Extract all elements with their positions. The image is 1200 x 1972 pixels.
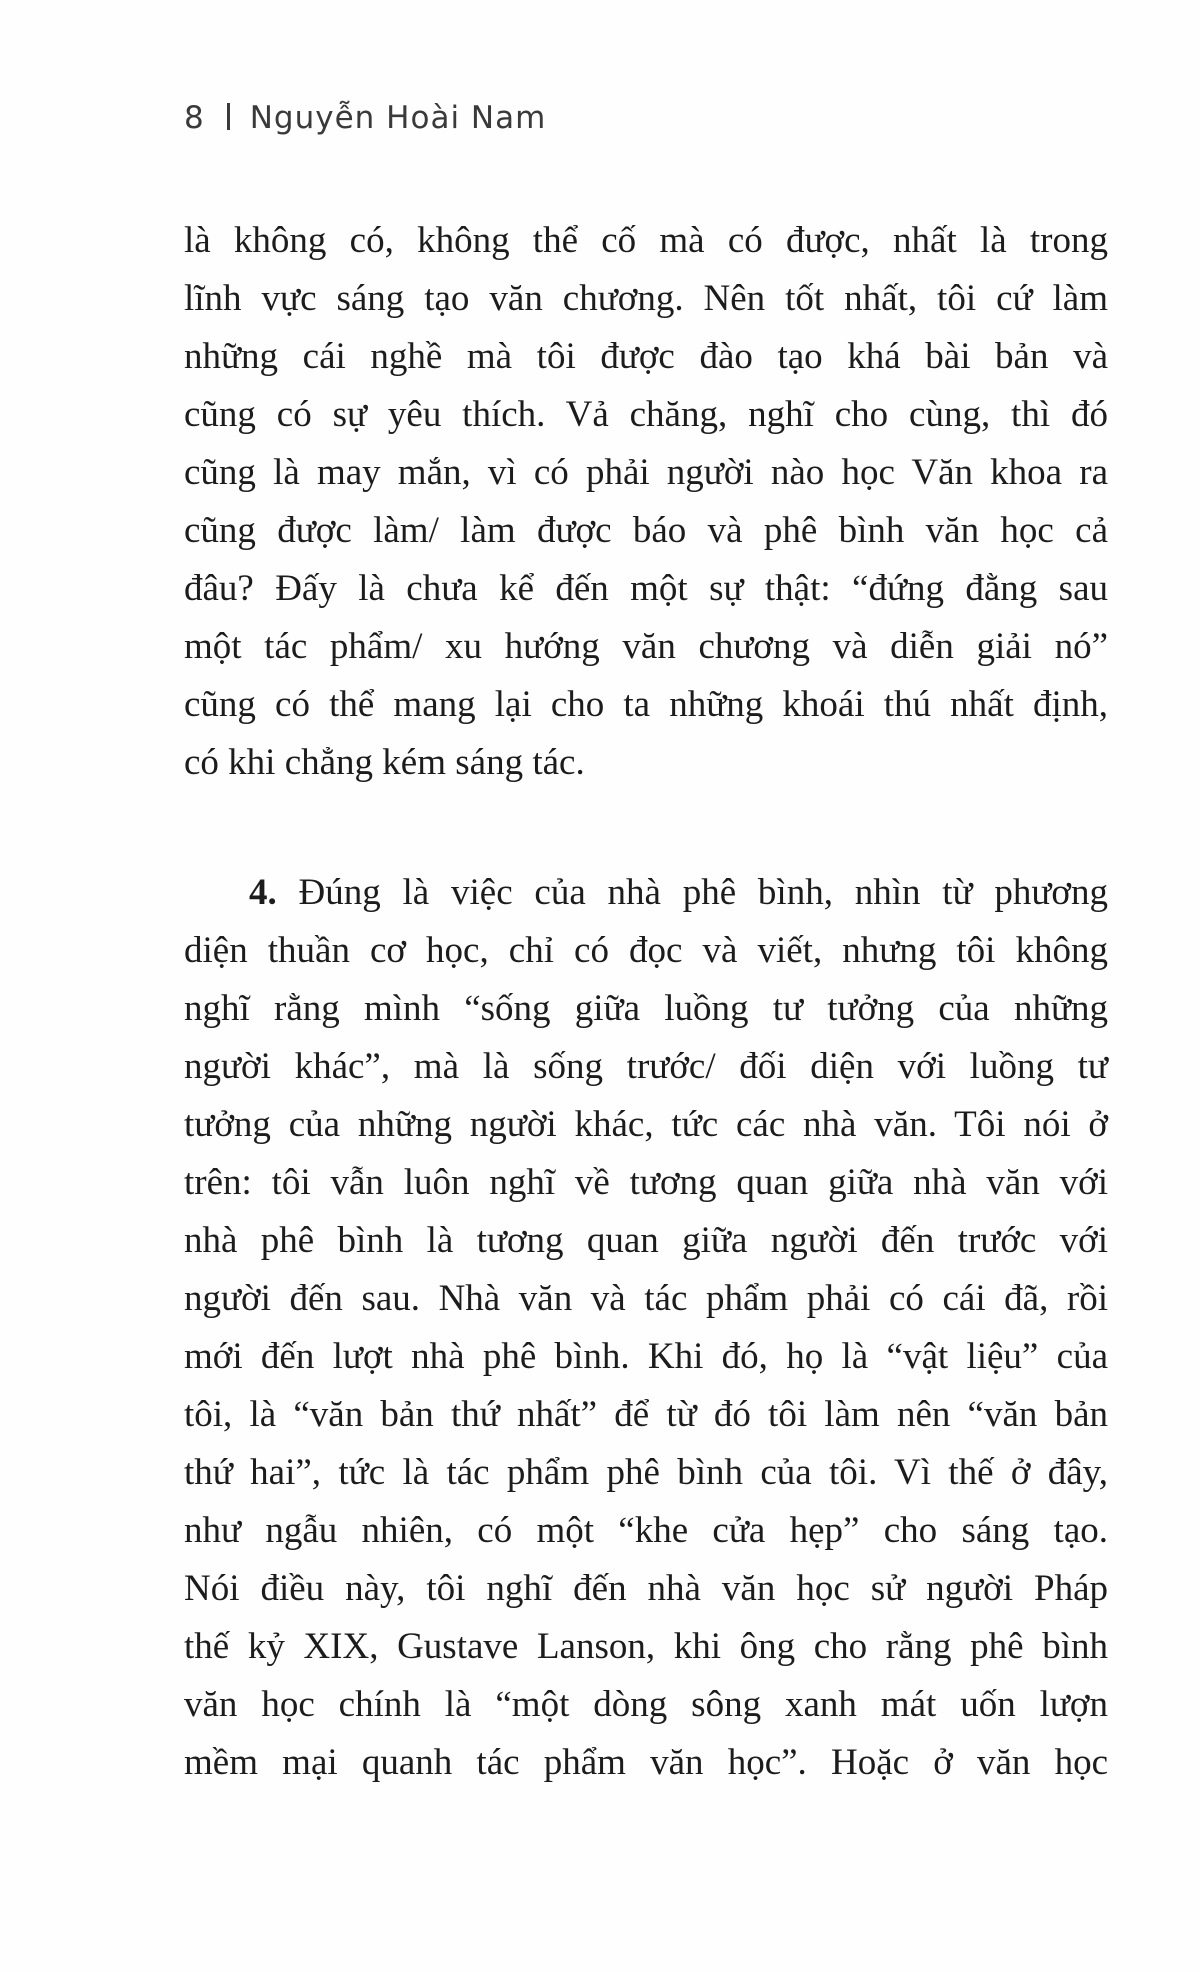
paragraph-continuation [184, 212, 1108, 792]
page-number: 8 [184, 100, 205, 136]
text-line: lĩnh vực sáng tạo văn chương. Nên tốt nhất, tôi cứ làm [184, 278, 1108, 319]
text-line: cũng là may mắn, vì có phải người nào học Văn khoa ra [184, 452, 1108, 493]
text-line: cũng có thể mang lại cho ta những khoái thú nhất định, [184, 684, 1108, 725]
text-line-first [184, 864, 1108, 922]
text-line: thứ hai”, tức là tác phẩm phê bình của tôi. Vì thế ở đây, [184, 1452, 1108, 1493]
text-line: người đến sau. Nhà văn và tác phẩm phải có cái đã, rồi [184, 1278, 1108, 1319]
author-name: Nguyễn Hoài Nam [249, 100, 547, 136]
text-line: nhà phê bình là tương quan giữa người đến trước với [184, 1220, 1108, 1261]
text-line: một tác phẩm/ xu hướng văn chương và diễn giải nó” [184, 626, 1108, 667]
text-line: người khác”, mà là sống trước/ đối diện với luồng tư [184, 1046, 1108, 1087]
text-line: đâu? Đấy là chưa kể đến một sự thật: “đứng đằng sau [184, 568, 1108, 609]
text-line: như ngẫu nhiên, có một “khe cửa hẹp” cho sáng tạo. [184, 1510, 1108, 1551]
text-line: là không có, không thể cố mà có được, nhất là trong [184, 220, 1108, 261]
text-line: mềm mại quanh tác phẩm văn học”. Hoặc ở văn học [184, 1742, 1108, 1783]
text-line: Nói điều này, tôi nghĩ đến nhà văn học sử người Pháp [184, 1568, 1108, 1609]
text-line: nghĩ rằng mình “sống giữa luồng tư tưởng của những [184, 988, 1108, 1029]
paragraph-section-4 [184, 864, 1108, 1792]
text-line: thế kỷ XIX, Gustave Lanson, khi ông cho rằng phê bình [184, 1626, 1108, 1667]
text-line: cũng có sự yêu thích. Vả chăng, nghĩ cho cùng, thì đó [184, 394, 1108, 435]
text-line: những cái nghề mà tôi được đào tạo khá bài bản và [184, 336, 1108, 377]
text-fragment: Đúng là việc của nhà phê bình, nhìn từ phương [276, 872, 1108, 913]
text-line: cũng được làm/ làm được báo và phê bình văn học cả [184, 510, 1108, 551]
text-line: mới đến lượt nhà phê bình. Khi đó, họ là “vật liệu” của [184, 1336, 1108, 1377]
section-number: 4. [249, 872, 277, 913]
text-line: trên: tôi vẫn luôn nghĩ về tương quan giữa nhà văn với [184, 1162, 1108, 1203]
running-header [184, 100, 546, 136]
text-line: văn học chính là “một dòng sông xanh mát uốn lượn [184, 1684, 1108, 1725]
text-line: tưởng của những người khác, tức các nhà văn. Tôi nói ở [184, 1104, 1108, 1145]
header-separator [227, 103, 230, 130]
text-line: diện thuần cơ học, chỉ có đọc và viết, nhưng tôi không [184, 930, 1108, 971]
text-line: tôi, là “văn bản thứ nhất” để từ đó tôi làm nên “văn bản [184, 1394, 1108, 1435]
text-line: có khi chẳng kém sáng tác. [184, 742, 585, 783]
